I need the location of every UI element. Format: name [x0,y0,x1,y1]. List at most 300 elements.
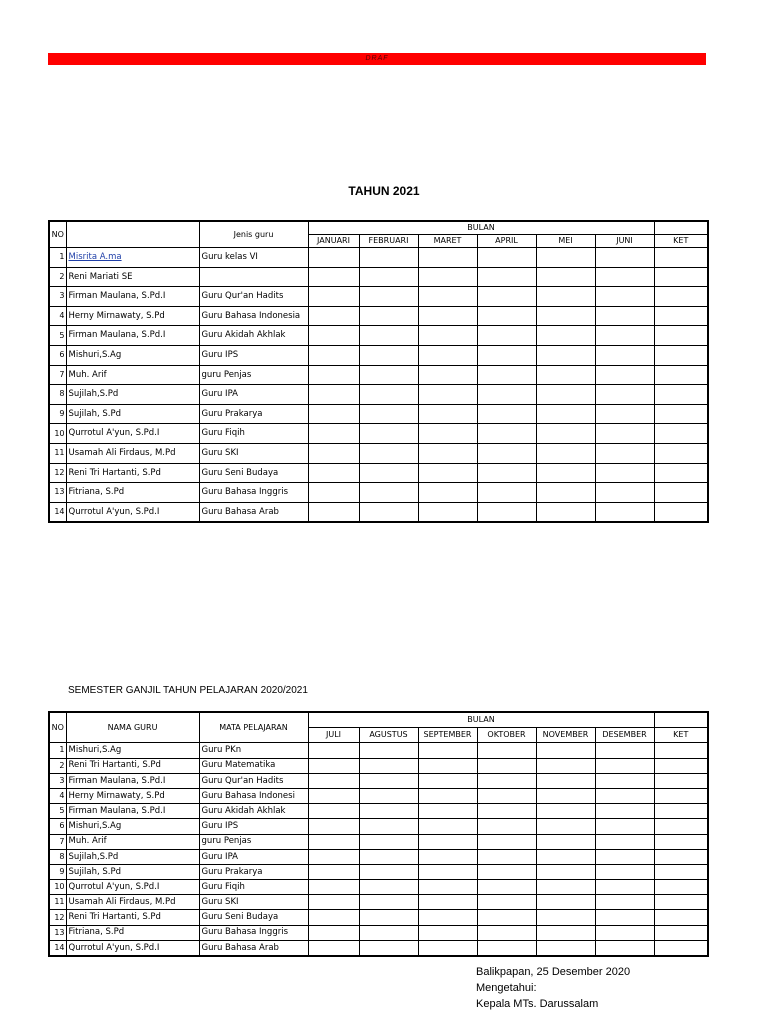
month-cell[interactable] [308,404,359,424]
table1-header-row [49,221,708,235]
month-cell[interactable] [418,326,477,346]
month-cell[interactable] [536,804,595,819]
row-number: 1 [49,743,66,758]
month-cell[interactable] [418,880,477,895]
ket-cell[interactable] [654,345,708,365]
month-cell[interactable] [418,743,477,758]
teacher-subject: Guru Qur'an Hadits [199,287,308,307]
month-cell[interactable] [418,925,477,940]
month-cell[interactable] [595,248,654,268]
header-bulan: BULAN [308,712,654,728]
month-cell[interactable] [595,834,654,849]
month-cell[interactable] [477,306,536,326]
header-type: Jenis guru [199,221,308,248]
teacher-subject: Guru kelas VI [199,248,308,268]
ket-cell[interactable] [654,925,708,940]
teacher-subject: Guru Fiqih [199,424,308,444]
month-cell[interactable] [359,773,418,788]
month-cell[interactable] [308,880,359,895]
month-cell[interactable] [536,834,595,849]
month-cell[interactable] [595,880,654,895]
month-cell[interactable] [477,925,536,940]
teacher-name: Reni Tri Hartanti, S.Pd [66,910,199,925]
teacher-subject: Guru PKn [199,743,308,758]
header-blank [654,712,708,728]
ket-cell[interactable] [654,864,708,879]
month-cell[interactable] [477,864,536,879]
month-cell[interactable] [418,940,477,956]
month-cell[interactable] [477,287,536,307]
signature-block [476,964,630,1012]
teacher-subject: Guru Bahasa Arab [199,940,308,956]
teacher-name: Qurrotul A'yun, S.Pd.I [66,880,199,895]
month-cell[interactable] [536,404,595,424]
month-cell[interactable] [477,463,536,483]
month-cell[interactable] [359,788,418,803]
month-cell[interactable] [308,267,359,287]
teacher-subject: Guru Bahasa Indonesia [199,306,308,326]
month-cell[interactable] [359,502,418,522]
teacher-subject: Guru Prakarya [199,404,308,424]
teacher-subject: Guru Bahasa Inggris [199,925,308,940]
month-cell[interactable] [536,773,595,788]
header-month: JULI [308,728,359,743]
month-cell[interactable] [418,267,477,287]
month-cell[interactable] [595,345,654,365]
month-cell[interactable] [308,365,359,385]
month-cell[interactable] [418,788,477,803]
month-cell[interactable] [536,385,595,405]
month-cell[interactable] [477,502,536,522]
header-name [66,221,199,248]
month-cell[interactable] [477,804,536,819]
month-cell[interactable] [308,345,359,365]
month-cell[interactable] [359,743,418,758]
month-cell[interactable] [308,925,359,940]
month-cell[interactable] [308,940,359,956]
schedule-table-2021 [48,220,709,523]
month-cell[interactable] [418,819,477,834]
table-row [49,849,708,864]
row-number: 5 [49,804,66,819]
teacher-subject: Guru IPA [199,385,308,405]
month-cell[interactable] [595,849,654,864]
row-number: 5 [49,326,66,346]
ket-cell[interactable] [654,306,708,326]
month-cell[interactable] [418,849,477,864]
month-cell[interactable] [477,483,536,503]
month-cell[interactable] [359,306,418,326]
month-cell[interactable] [359,804,418,819]
header-month: OKTOBER [477,728,536,743]
row-number: 10 [49,880,66,895]
table-row [49,743,708,758]
header-name: NAMA GURU [66,712,199,743]
row-number: 6 [49,819,66,834]
month-cell[interactable] [477,834,536,849]
table-row [49,483,708,503]
month-cell[interactable] [536,267,595,287]
month-cell[interactable] [418,443,477,463]
ket-cell[interactable] [654,326,708,346]
month-cell[interactable] [536,940,595,956]
month-cell[interactable] [536,306,595,326]
month-cell[interactable] [308,895,359,910]
month-cell[interactable] [595,788,654,803]
month-cell[interactable] [359,880,418,895]
month-cell[interactable] [359,758,418,773]
month-cell[interactable] [359,819,418,834]
month-cell[interactable] [418,773,477,788]
row-number: 11 [49,443,66,463]
month-cell[interactable] [359,365,418,385]
month-cell[interactable] [308,910,359,925]
month-cell[interactable] [359,326,418,346]
month-cell[interactable] [595,940,654,956]
ket-cell[interactable] [654,743,708,758]
month-cell[interactable] [308,385,359,405]
month-cell[interactable] [595,819,654,834]
teacher-name: Qurrotul A'yun, S.Pd.I [66,424,199,444]
month-cell[interactable] [308,743,359,758]
month-cell[interactable] [536,502,595,522]
month-cell[interactable] [477,365,536,385]
month-cell[interactable] [359,267,418,287]
ket-cell[interactable] [654,404,708,424]
month-cell[interactable] [477,819,536,834]
teacher-name: Usamah Ali Firdaus, M.Pd [66,895,199,910]
month-cell[interactable] [595,306,654,326]
month-cell[interactable] [308,443,359,463]
month-cell[interactable] [308,326,359,346]
row-number: 8 [49,849,66,864]
table-row [49,443,708,463]
month-cell[interactable] [359,345,418,365]
table-row [49,248,708,268]
month-cell[interactable] [477,773,536,788]
teacher-name: Firman Maulana, S.Pd.I [66,326,199,346]
teacher-name: Sujilah, S.Pd [66,404,199,424]
month-cell[interactable] [308,804,359,819]
month-cell[interactable] [418,502,477,522]
month-cell[interactable] [359,940,418,956]
month-cell[interactable] [477,424,536,444]
month-cell[interactable] [418,895,477,910]
ket-cell[interactable] [654,788,708,803]
month-cell[interactable] [536,743,595,758]
month-cell[interactable] [536,248,595,268]
teacher-subject: Guru IPA [199,849,308,864]
month-cell[interactable] [536,463,595,483]
month-cell[interactable] [418,404,477,424]
month-cell[interactable] [308,758,359,773]
month-cell[interactable] [359,864,418,879]
row-number: 13 [49,483,66,503]
row-number: 7 [49,834,66,849]
schedule-table-semester [48,711,709,957]
month-cell[interactable] [308,788,359,803]
header-ket: KET [654,728,708,743]
month-cell[interactable] [536,326,595,346]
month-cell[interactable] [359,483,418,503]
month-cell[interactable] [536,287,595,307]
header-month: MARET [418,235,477,248]
ket-cell[interactable] [654,287,708,307]
month-cell[interactable] [308,287,359,307]
ket-cell[interactable] [654,424,708,444]
month-cell[interactable] [418,287,477,307]
month-cell[interactable] [477,267,536,287]
month-cell[interactable] [418,345,477,365]
month-cell[interactable] [595,326,654,346]
month-cell[interactable] [418,804,477,819]
ket-cell[interactable] [654,849,708,864]
month-cell[interactable] [595,287,654,307]
ket-cell[interactable] [654,804,708,819]
month-cell[interactable] [595,910,654,925]
month-cell[interactable] [536,788,595,803]
month-cell[interactable] [418,758,477,773]
teacher-subject: Guru Bahasa Indonesi [199,788,308,803]
month-cell[interactable] [418,385,477,405]
table-row [49,834,708,849]
month-cell[interactable] [359,385,418,405]
teacher-subject: Guru Qur'an Hadits [199,773,308,788]
header-month: DESEMBER [595,728,654,743]
month-cell[interactable] [536,895,595,910]
row-number: 13 [49,925,66,940]
month-cell[interactable] [418,424,477,444]
table-row [49,880,708,895]
month-cell[interactable] [477,385,536,405]
teacher-subject: Guru Bahasa Arab [199,502,308,522]
table-row [49,326,708,346]
teacher-subject: Guru Akidah Akhlak [199,326,308,346]
month-cell[interactable] [359,443,418,463]
teacher-subject: guru Penjas [199,834,308,849]
header-bulan: BULAN [308,221,654,235]
month-cell[interactable] [595,758,654,773]
month-cell[interactable] [359,248,418,268]
table1-body [49,221,708,522]
teacher-subject: Guru Seni Budaya [199,910,308,925]
table-row [49,910,708,925]
header-ket: KET [654,235,708,248]
header-month: SEPTEMBER [418,728,477,743]
month-cell[interactable] [477,788,536,803]
ket-cell[interactable] [654,385,708,405]
ket-cell[interactable] [654,895,708,910]
row-number: 8 [49,385,66,405]
month-cell[interactable] [477,758,536,773]
month-cell[interactable] [308,849,359,864]
month-cell[interactable] [536,424,595,444]
table-row [49,864,708,879]
month-cell[interactable] [595,773,654,788]
month-cell[interactable] [418,910,477,925]
month-cell[interactable] [536,849,595,864]
table-row [49,895,708,910]
teacher-name: Usamah Ali Firdaus, M.Pd [66,443,199,463]
row-number: 4 [49,306,66,326]
teacher-name: Fitriana, S.Pd [66,483,199,503]
month-cell[interactable] [477,895,536,910]
month-cell[interactable] [418,365,477,385]
teacher-name: Reni Mariati SE [66,267,199,287]
table-row [49,385,708,405]
month-cell[interactable] [359,287,418,307]
ket-cell[interactable] [654,267,708,287]
section2-title: SEMESTER GANJIL TAHUN PELAJARAN 2020/2021 [68,685,308,696]
month-cell[interactable] [536,910,595,925]
month-cell[interactable] [308,306,359,326]
row-number: 7 [49,365,66,385]
teacher-name: Firman Maulana, S.Pd.I [66,804,199,819]
month-cell[interactable] [536,483,595,503]
header-month: APRIL [477,235,536,248]
table-row [49,287,708,307]
month-cell[interactable] [595,443,654,463]
ket-cell[interactable] [654,773,708,788]
month-cell[interactable] [595,483,654,503]
month-cell[interactable] [359,424,418,444]
row-number: 12 [49,463,66,483]
ket-cell[interactable] [654,365,708,385]
section1-title: TAHUN 2021 [348,184,420,198]
teacher-subject: Guru Bahasa Inggris [199,483,308,503]
month-cell[interactable] [595,895,654,910]
teacher-name: Sujilah, S.Pd [66,864,199,879]
month-cell[interactable] [308,483,359,503]
month-cell[interactable] [477,404,536,424]
teacher-subject: Guru Seni Budaya [199,463,308,483]
month-cell[interactable] [536,443,595,463]
month-cell[interactable] [536,880,595,895]
month-cell[interactable] [418,483,477,503]
teacher-name: Fitriana, S.Pd [66,925,199,940]
teacher-name: Qurrotul A'yun, S.Pd.I [66,502,199,522]
month-cell[interactable] [477,248,536,268]
ket-cell[interactable] [654,910,708,925]
month-cell[interactable] [477,910,536,925]
ket-cell[interactable] [654,758,708,773]
month-cell[interactable] [418,834,477,849]
month-cell[interactable] [418,864,477,879]
teacher-subject: Guru IPS [199,819,308,834]
month-cell[interactable] [595,404,654,424]
ket-cell[interactable] [654,443,708,463]
ket-cell[interactable] [654,880,708,895]
teacher-subject: guru Penjas [199,365,308,385]
month-cell[interactable] [536,925,595,940]
teacher-name: Muh. Arif [66,365,199,385]
teacher-name: Sujilah,S.Pd [66,385,199,405]
month-cell[interactable] [308,248,359,268]
month-cell[interactable] [359,925,418,940]
month-cell[interactable] [359,895,418,910]
month-cell[interactable] [308,424,359,444]
ket-cell[interactable] [654,940,708,956]
month-cell[interactable] [308,773,359,788]
month-cell[interactable] [536,345,595,365]
teacher-name[interactable]: Misrita A.ma [66,248,199,268]
month-cell[interactable] [477,443,536,463]
month-cell[interactable] [536,758,595,773]
month-cell[interactable] [477,940,536,956]
table-row [49,819,708,834]
row-number: 14 [49,502,66,522]
teacher-name: Mishuri,S.Ag [66,345,199,365]
month-cell[interactable] [595,424,654,444]
ket-cell[interactable] [654,819,708,834]
month-cell[interactable] [536,819,595,834]
month-cell[interactable] [595,804,654,819]
teacher-name: Muh. Arif [66,834,199,849]
month-cell[interactable] [595,385,654,405]
teacher-subject: Guru Fiqih [199,880,308,895]
month-cell[interactable] [359,834,418,849]
month-cell[interactable] [595,743,654,758]
month-cell[interactable] [477,849,536,864]
month-cell[interactable] [308,463,359,483]
month-cell[interactable] [477,326,536,346]
teacher-name: Herny Mirnawaty, S.Pd [66,306,199,326]
month-cell[interactable] [536,365,595,385]
ket-cell[interactable] [654,502,708,522]
month-cell[interactable] [477,743,536,758]
month-cell[interactable] [595,925,654,940]
ket-cell[interactable] [654,248,708,268]
month-cell[interactable] [418,248,477,268]
teacher-name: Firman Maulana, S.Pd.I [66,773,199,788]
month-cell[interactable] [308,864,359,879]
month-cell[interactable] [595,502,654,522]
month-cell[interactable] [536,864,595,879]
month-cell[interactable] [359,910,418,925]
table-row [49,804,708,819]
header-blank [654,221,708,235]
month-cell[interactable] [308,819,359,834]
teacher-subject: Guru SKI [199,895,308,910]
teacher-subject: Guru SKI [199,443,308,463]
ket-cell[interactable] [654,483,708,503]
row-number: 3 [49,287,66,307]
month-cell[interactable] [418,463,477,483]
month-cell[interactable] [359,463,418,483]
ket-cell[interactable] [654,834,708,849]
month-cell[interactable] [359,404,418,424]
month-cell[interactable] [418,306,477,326]
teacher-name: Mishuri,S.Ag [66,743,199,758]
month-cell[interactable] [595,463,654,483]
header-no: NO [49,712,66,743]
month-cell[interactable] [477,880,536,895]
month-cell[interactable] [308,834,359,849]
footer-ack: Mengetahui: [476,982,537,994]
month-cell[interactable] [359,849,418,864]
teacher-name: Reni Tri Hartanti, S.Pd [66,758,199,773]
row-number: 14 [49,940,66,956]
month-cell[interactable] [595,864,654,879]
teacher-name: Qurrotul A'yun, S.Pd.I [66,940,199,956]
table2-header-row [49,712,708,728]
month-cell[interactable] [595,365,654,385]
month-cell[interactable] [595,267,654,287]
month-cell[interactable] [308,502,359,522]
month-cell[interactable] [477,345,536,365]
row-number: 9 [49,864,66,879]
ket-cell[interactable] [654,463,708,483]
